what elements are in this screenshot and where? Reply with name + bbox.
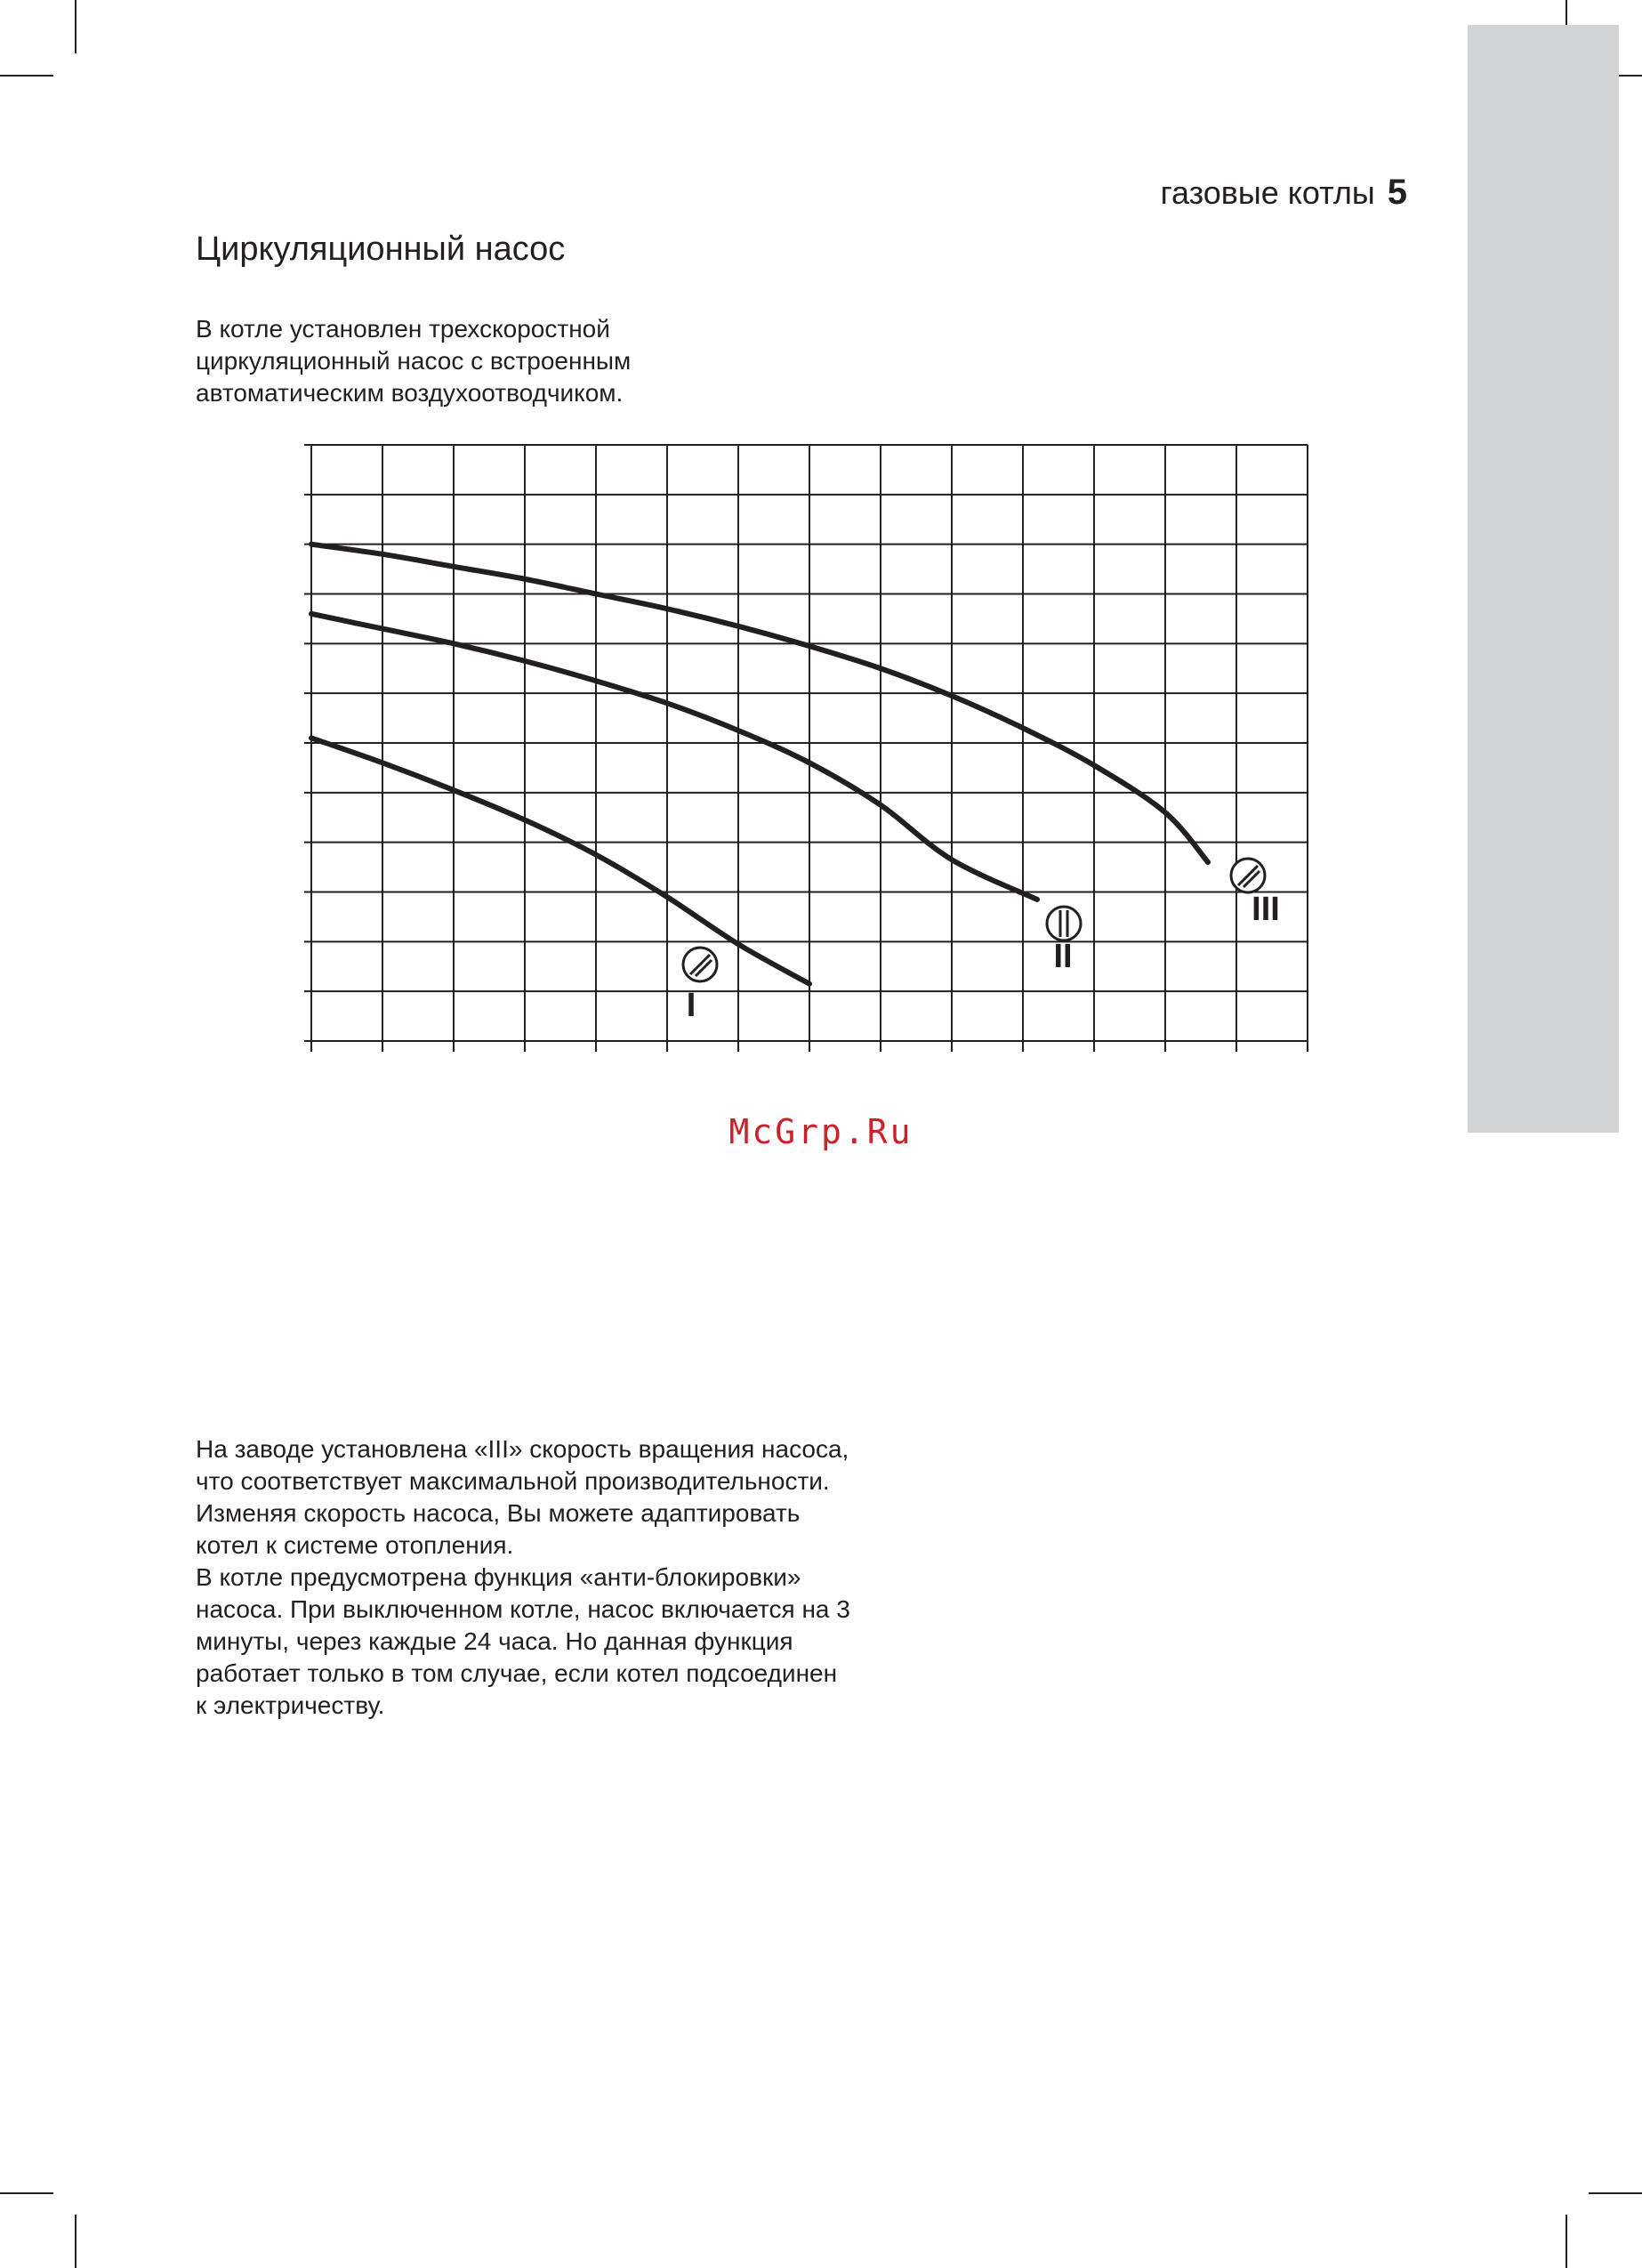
header-section-title: газовые котлы: [1160, 174, 1375, 211]
crop-mark: [1566, 2215, 1567, 2268]
pump-performance-chart: [294, 436, 1334, 1059]
speed-label: II: [1053, 938, 1073, 975]
speed-dial-icon: [683, 948, 717, 981]
crop-mark: [0, 2192, 53, 2194]
running-header: [1161, 171, 1407, 214]
speed-dial-icon: [1231, 859, 1265, 892]
pump-curve-speed-I: [311, 738, 809, 983]
intro-paragraph: В котле установлен трехскоростной циркуляционный насос с встроенным автоматическим воздухоотводчиком.: [196, 315, 632, 407]
crop-mark: [0, 75, 53, 77]
chart-grid: [304, 445, 1308, 1052]
watermark: McGrp.Ru: [728, 1112, 914, 1151]
body-paragraph: Изменяя скорость насоса, Вы можете адаптировать котел к системе отопления.: [196, 1499, 801, 1559]
speed-label: III: [1252, 891, 1280, 928]
body-paragraph: В котле предусмотрена функция «анти-блокировки» насоса. При выключенном котле, насос включается на 3 минуты, через каждые 24 часа. Но данная функция работает только в том случае, если котел подсоединен к электричеству.: [196, 1563, 850, 1719]
crop-mark: [75, 0, 76, 53]
pump-curve-speed-III: [311, 545, 1208, 862]
pump-curve-speed-II: [311, 614, 1037, 900]
dial-ring: [1047, 907, 1081, 940]
speed-label: I: [686, 987, 696, 1024]
body-text: [196, 1433, 854, 1722]
page-title: Циркуляционный насос: [196, 230, 566, 268]
body-paragraph: На заводе установлена «III» скорость вращения насоса, что соответствует максимальной производительности.: [196, 1435, 849, 1495]
page-number: 5: [1387, 173, 1407, 212]
chapter-side-tab: [1468, 25, 1619, 1133]
speed-dial-icon: [1047, 907, 1081, 940]
crop-mark: [1589, 2192, 1642, 2194]
crop-mark: [75, 2215, 76, 2268]
